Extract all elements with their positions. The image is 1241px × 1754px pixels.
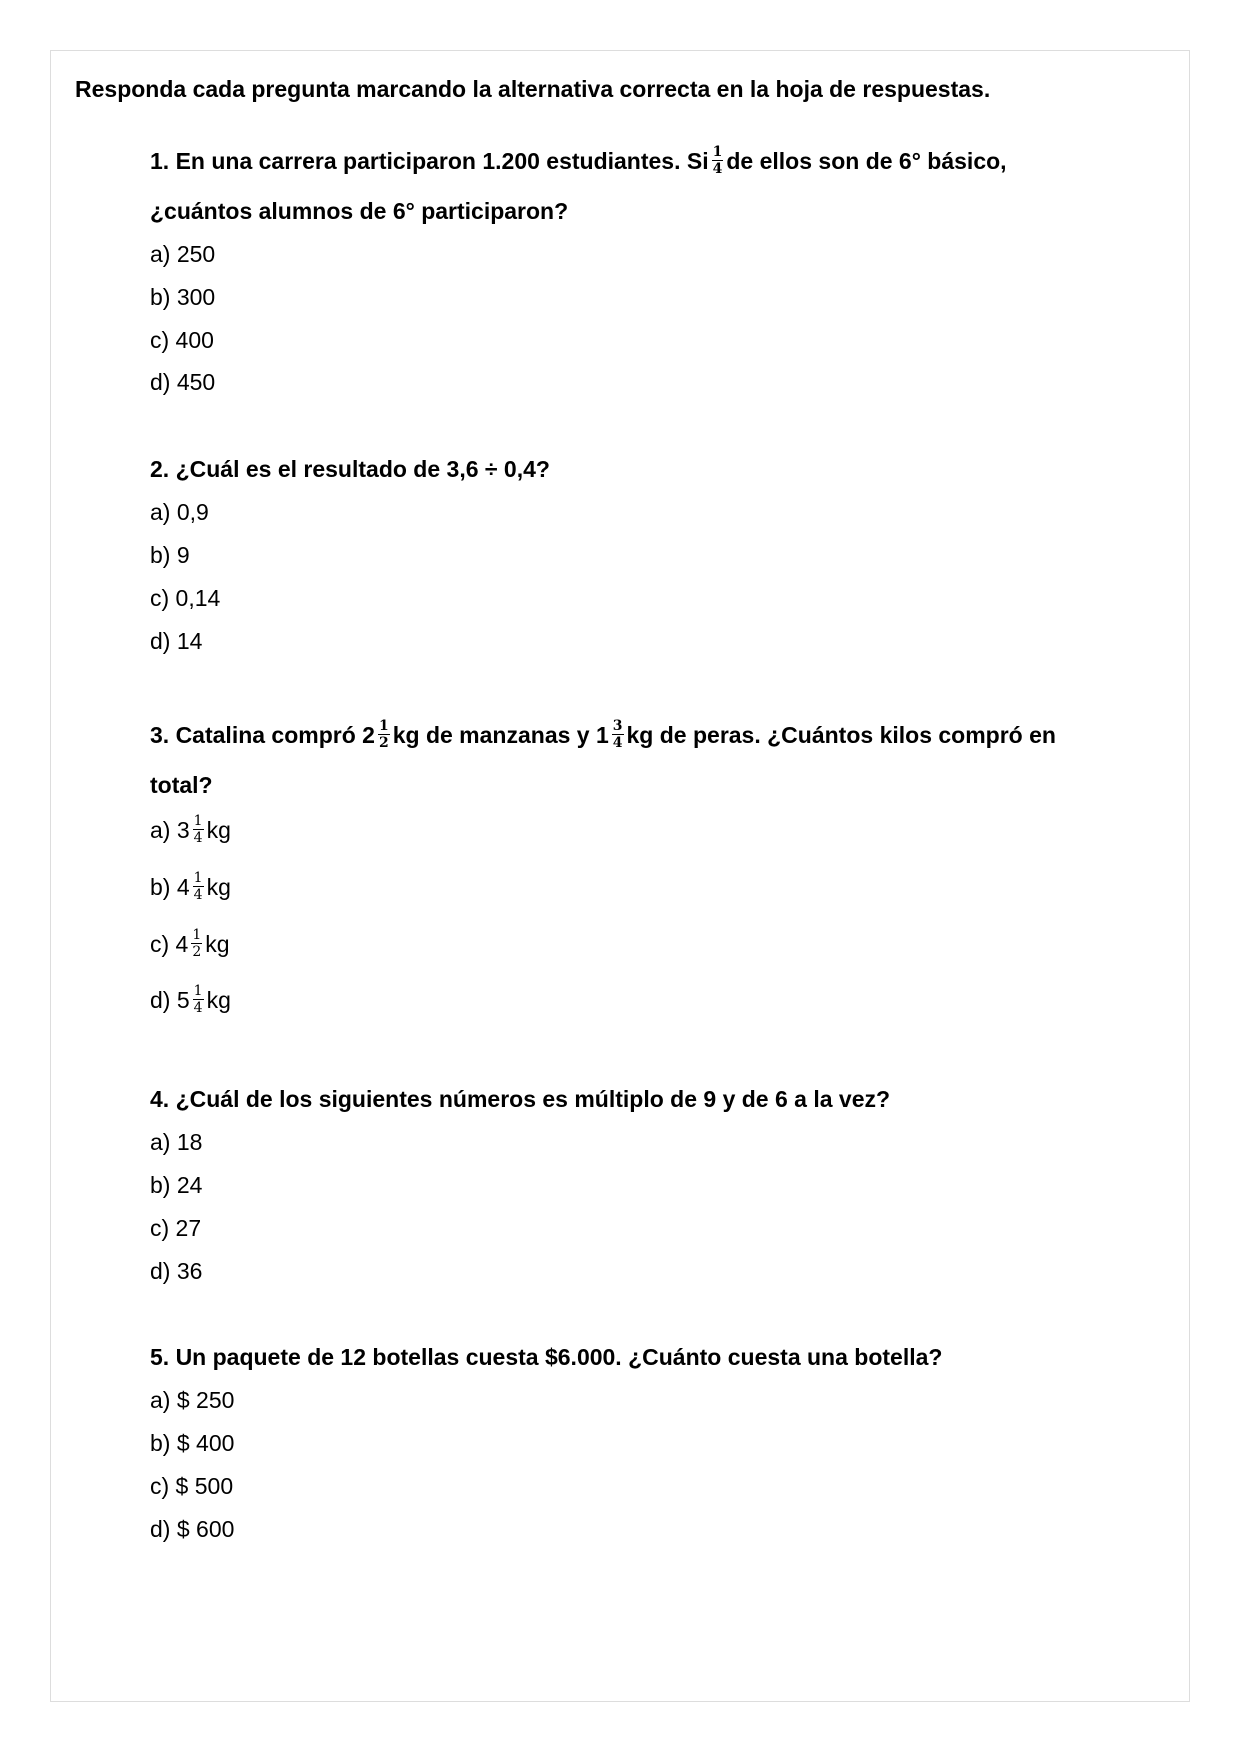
question-1-text-b: de ellos son de 6° básico, [726, 148, 1007, 174]
fraction-denominator: 4 [193, 1000, 203, 1017]
question-2 [150, 454, 1150, 654]
option-2b[interactable]: b) 9 [150, 542, 190, 568]
option-4b[interactable]: b) 24 [150, 1172, 203, 1198]
question-2-text: 2. ¿Cuál es el resultado de 3,6 ÷ 0,4? [150, 456, 550, 482]
option-3d[interactable] [150, 985, 231, 1017]
question-5-line-1 [150, 1342, 1150, 1372]
option-fraction [193, 984, 204, 1015]
question-3-text-b: kg de manzanas y 1 [392, 722, 609, 748]
fraction-denominator: 4 [612, 735, 623, 752]
instructions: Responda cada pregunta marcando la alternativa correcta en la hoja de respuestas. [75, 76, 991, 102]
option-fraction [193, 814, 204, 845]
option-unit: kg [206, 817, 231, 843]
question-3-line-1 [150, 720, 1150, 750]
question-1-text-a: 1. En una carrera participaron 1.200 estudiantes. Si [150, 148, 709, 174]
fraction-numerator: 3 [612, 718, 623, 735]
option-unit: kg [205, 931, 230, 957]
question-3-text-d: total? [150, 772, 213, 798]
option-4a[interactable]: a) 18 [150, 1129, 203, 1155]
option-2a[interactable]: a) 0,9 [150, 499, 209, 525]
fraction-numerator: 1 [378, 718, 389, 735]
question-3-line-2 [150, 770, 213, 800]
option-unit: kg [206, 874, 231, 900]
question-1-line-2 [150, 196, 568, 226]
question-1-text-c: ¿cuántos alumnos de 6° participaron? [150, 198, 569, 224]
option-4c[interactable]: c) 27 [150, 1215, 202, 1241]
option-3b[interactable] [150, 872, 231, 904]
option-fraction [191, 928, 202, 959]
option-1a[interactable]: a) 250 [150, 241, 216, 267]
fraction-denominator: 4 [193, 887, 203, 904]
option-5d[interactable]: d) $ 600 [150, 1516, 235, 1542]
question-1-fraction [712, 145, 724, 176]
question-1 [150, 144, 1150, 395]
option-prefix: a) 3 [150, 817, 190, 843]
fraction-numerator: 1 [192, 927, 202, 944]
option-5b[interactable]: b) $ 400 [150, 1430, 235, 1456]
option-2d[interactable]: d) 14 [150, 628, 203, 654]
question-4-text: 4. ¿Cuál de los siguientes números es múltiplo de 9 y de 6 a la vez? [150, 1086, 891, 1112]
option-1d[interactable]: d) 450 [150, 369, 216, 395]
question-3-fraction-2 [612, 719, 624, 750]
option-3a[interactable] [150, 815, 231, 847]
option-unit: kg [206, 987, 231, 1013]
option-5a[interactable]: a) $ 250 [150, 1387, 235, 1413]
option-4d[interactable]: d) 36 [150, 1258, 203, 1284]
option-1c[interactable]: c) 400 [150, 327, 214, 353]
question-4 [150, 1084, 1150, 1284]
option-3c[interactable] [150, 929, 230, 961]
option-prefix: c) 4 [150, 931, 189, 957]
fraction-denominator: 4 [193, 830, 203, 847]
option-5c[interactable]: c) $ 500 [150, 1473, 234, 1499]
option-2c[interactable]: c) 0,14 [150, 585, 221, 611]
question-3-text-a: 3. Catalina compró 2 [150, 722, 375, 748]
fraction-numerator: 1 [193, 813, 203, 830]
option-prefix: d) 5 [150, 987, 190, 1013]
option-prefix: b) 4 [150, 874, 190, 900]
question-1-line-1 [150, 146, 1150, 176]
question-5-text: 5. Un paquete de 12 botellas cuesta $6.000. ¿Cuánto cuesta una botella? [150, 1344, 943, 1370]
fraction-denominator: 4 [712, 161, 723, 178]
question-4-line-1 [150, 1084, 1150, 1114]
question-3 [150, 718, 1150, 1017]
question-2-line-1 [150, 454, 1150, 484]
question-5 [150, 1342, 1150, 1542]
fraction-numerator: 1 [712, 144, 723, 161]
fraction-denominator: 2 [192, 944, 202, 961]
option-fraction [193, 871, 204, 902]
option-1b[interactable]: b) 300 [150, 284, 216, 310]
question-3-fraction-1 [378, 719, 390, 750]
question-3-text-c: kg de peras. ¿Cuántos kilos compró en [626, 722, 1056, 748]
fraction-numerator: 1 [193, 870, 203, 887]
fraction-denominator: 2 [378, 735, 389, 752]
fraction-numerator: 1 [193, 983, 203, 1000]
